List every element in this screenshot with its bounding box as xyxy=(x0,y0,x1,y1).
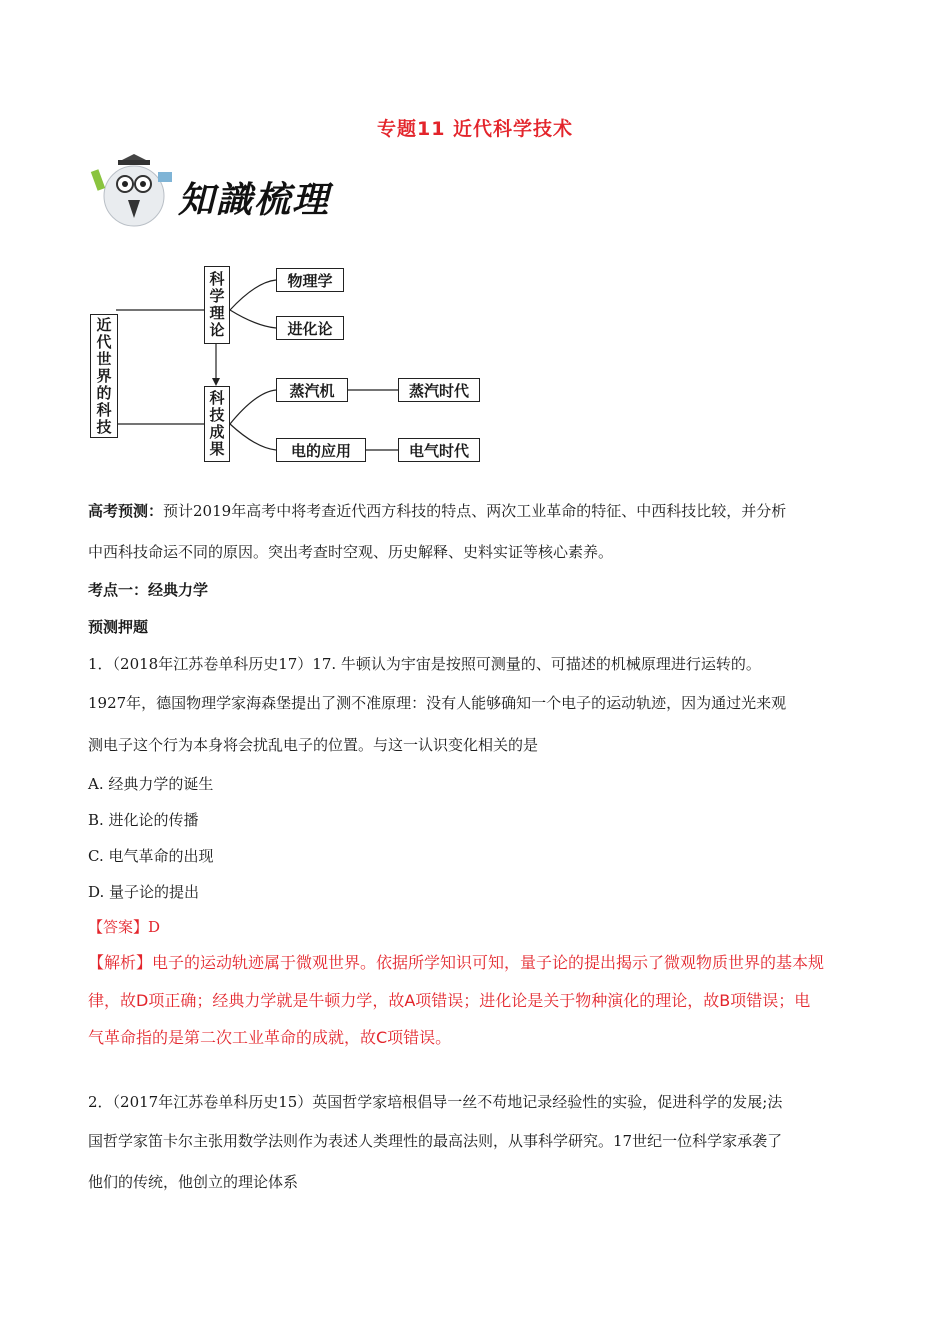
q2-line-2: 国哲学家笛卡尔主张用数学法则作为表述人类理性的最高法则，从事科学研究。17世纪一位科学家承袭了 xyxy=(88,1132,783,1150)
page-title: 专题11 近代科学技术 xyxy=(376,118,574,140)
knowledge-diagram xyxy=(86,262,496,468)
diagram-achievements: 科技成果 xyxy=(204,386,230,462)
q2-line-3: 他们的传统，他创立的理论体系 xyxy=(88,1173,299,1191)
forecast-label: 高考预测： xyxy=(88,502,164,520)
diagram-steam-engine: 蒸汽机 xyxy=(276,378,348,402)
section-heading: 考点一：经典力学 xyxy=(88,581,209,599)
q1-analysis-3: 气革命指的是第二次工业革命的成就，故C项错误。 xyxy=(88,1028,452,1047)
q1-analysis-2: 律，故D项正确；经典力学就是牛顿力学，故A项错误；进化论是关于物种演化的理论，故B项错误；电 xyxy=(88,991,811,1010)
diagram-physics: 物理学 xyxy=(276,268,344,292)
q1-answer: 【答案】D xyxy=(88,918,161,936)
q1-option-c: C. 电气革命的出现 xyxy=(88,847,214,865)
q1-line-3: 测电子这个行为本身将会扰乱电子的位置。与这一认识变化相关的是 xyxy=(88,736,539,754)
diagram-electricity-use: 电的应用 xyxy=(276,438,366,462)
forecast-text-1: 预计2019年高考中将考查近代西方科技的特点、两次工业革命的特征、中西科技比较，并分析 xyxy=(163,502,787,520)
diagram-root: 近代世界的科技 xyxy=(90,314,118,438)
logo-text: 知識梳理 xyxy=(178,179,331,221)
section-subheading: 预测押题 xyxy=(88,618,149,636)
q1-line-1: 1．（2018年江苏卷单科历史17）17. 牛顿认为宇宙是按照可测量的、可描述的机械原理进行运转的。 xyxy=(88,655,761,673)
q1-line-2: 1927年，德国物理学家海森堡提出了测不准原理：没有人能够确知一个电子的运动轨迹，因为通过光来观 xyxy=(88,694,787,712)
q2-line-1: 2．（2017年江苏卷单科历史15）英国哲学家培根倡导一丝不苟地记录经验性的实验，促进科学的发展;法 xyxy=(88,1093,783,1111)
diagram-electric-era: 电气时代 xyxy=(398,438,480,462)
diagram-steam-era: 蒸汽时代 xyxy=(398,378,480,402)
q1-option-a: A. 经典力学的诞生 xyxy=(88,775,214,793)
q1-option-b: B. 进化论的传播 xyxy=(88,811,199,829)
diagram-evolution: 进化论 xyxy=(276,316,344,340)
forecast-line-1 xyxy=(88,501,868,521)
diagram-science-theory: 科学理论 xyxy=(204,266,230,344)
forecast-line-2: 中西科技命运不同的原因。突出考查时空观、历史解释、史料实证等核心素养。 xyxy=(88,543,614,561)
q1-option-d: D. 量子论的提出 xyxy=(88,883,200,901)
q1-analysis-1: 【解析】电子的运动轨迹属于微观世界。依据所学知识可知，量子论的提出揭示了微观物质世界的基本规 xyxy=(88,953,825,972)
